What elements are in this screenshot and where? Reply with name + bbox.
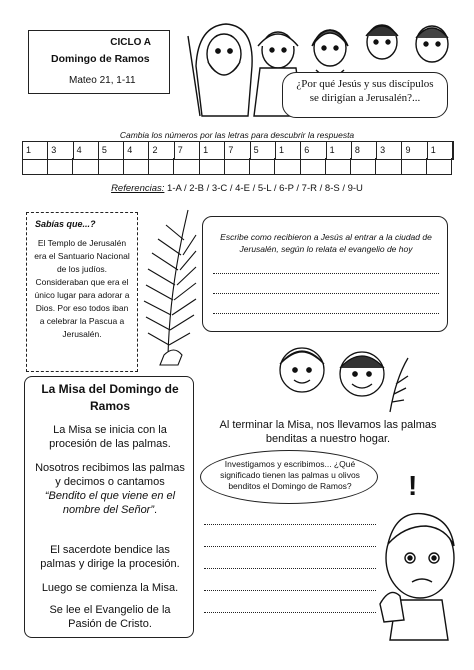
sunday-title: Domingo de Ramos xyxy=(51,53,150,65)
misa-paragraph-3: El sacerdote bendice las palmas y dirige la procesión. xyxy=(40,544,180,570)
palm-branch-illustration xyxy=(138,205,200,365)
cipher-number-cell: 5 xyxy=(251,142,276,159)
cipher-references xyxy=(0,183,474,194)
misa-title: La Misa del Domingo de Ramos xyxy=(41,382,179,413)
cipher-answer-cell[interactable] xyxy=(351,158,376,175)
misa-paragraph-2 xyxy=(35,461,185,517)
cipher-instruction: Cambia los números por las letras para descubrir la respuesta xyxy=(119,130,355,140)
write-prompt: Escribe como recibieron a Jesús al entrar a la ciudad de Jerusalén, según lo relata el evangelio de hoy xyxy=(220,232,432,254)
sabias-box xyxy=(26,212,138,372)
palms-home-text: Al terminar la Misa, nos llevamos las palmas benditas a nuestro hogar. xyxy=(219,419,437,445)
misa-box xyxy=(24,376,194,638)
cipher-number-cell: 6 xyxy=(301,142,326,159)
answer-line-2[interactable] xyxy=(204,546,376,547)
cipher-number-cell: 3 xyxy=(48,142,73,159)
cipher-answer-cell[interactable] xyxy=(124,158,149,175)
misa-paragraph-5: Se lee el Evangelio de la Pasión de Cristo. xyxy=(49,604,171,630)
thinking-boy-illustration xyxy=(376,500,462,640)
cipher-number-cell: 9 xyxy=(402,142,427,159)
answer-line-1[interactable] xyxy=(204,524,376,525)
misa-paragraph-1: La Misa se inicia con la procesión de las palmas. xyxy=(49,424,171,450)
misa-paragraph-2-lead: Nosotros recibimos las palmas y decimos o cantamos xyxy=(35,462,185,488)
cipher-answer-cell[interactable] xyxy=(402,158,427,175)
sabias-text: El Templo de Jerusalén era el Santuario Nacional de los judíos. Consideraban que era el único lugar para adorar a Dios. Por eso todos iban a celebrar la Pascua a Jerusalén. xyxy=(34,238,130,339)
cipher-answer-cell[interactable] xyxy=(427,158,452,175)
cipher-answer-cell[interactable] xyxy=(250,158,275,175)
cipher-number-cell: 4 xyxy=(74,142,99,159)
write-line-3[interactable] xyxy=(213,313,439,314)
sabias-title: Sabías que...? xyxy=(35,219,96,229)
investigate-text: Investigamos y escribimos... ¿Qué significado tienen las palmas u olivos benditos el Domingo de Ramos? xyxy=(220,459,360,491)
answer-line-5[interactable] xyxy=(204,612,376,613)
references-list: 1-A / 2-B / 3-C / 4-E / 5-L / 6-P / 7-R / 8-S / 9-U xyxy=(167,183,363,194)
cipher-answer-cell[interactable] xyxy=(275,158,300,175)
cipher-number-cell: 1 xyxy=(276,142,301,159)
cipher-answer-cell[interactable] xyxy=(149,158,174,175)
cipher-answer-cell[interactable] xyxy=(326,158,351,175)
answer-line-3[interactable] xyxy=(204,568,376,569)
exclamation-mark: ! xyxy=(408,470,418,501)
header-box xyxy=(28,30,170,94)
cipher-number-cell: 7 xyxy=(225,142,250,159)
write-line-2[interactable] xyxy=(213,293,439,294)
answer-line-4[interactable] xyxy=(204,590,376,591)
misa-paragraph-2-end: . xyxy=(154,504,158,516)
write-line-1[interactable] xyxy=(213,273,439,274)
cipher-number-cell: 4 xyxy=(124,142,149,159)
cipher-answer-cell[interactable] xyxy=(301,158,326,175)
question-text: ¿Por qué Jesús y sus discípulos se dirigían a Jerusalén?... xyxy=(296,78,434,104)
references-label: Referencias: xyxy=(111,183,165,194)
misa-paragraph-4: Luego se comienza la Misa. xyxy=(41,582,179,594)
gospel-reference: Mateo 21, 1-11 xyxy=(69,75,136,86)
misa-paragraph-2-quote: “Bendito el que viene en el nombre del Señor” xyxy=(44,490,176,516)
cipher-number-cell: 5 xyxy=(99,142,124,159)
cipher-answer-cell[interactable] xyxy=(225,158,250,175)
cipher-number-cell: 3 xyxy=(377,142,402,159)
cipher-answer-cell[interactable] xyxy=(48,158,73,175)
children-palms-illustration xyxy=(262,338,412,416)
write-box xyxy=(202,216,448,332)
question-bubble xyxy=(282,72,448,118)
cipher-number-cell: 7 xyxy=(175,142,200,159)
cipher-number-cell: 1 xyxy=(23,142,48,159)
cipher-number-cell: 1 xyxy=(200,142,225,159)
cipher-answer-cell[interactable] xyxy=(99,158,124,175)
cipher-number-cell: 8 xyxy=(352,142,377,159)
cipher-answer-cell[interactable] xyxy=(174,158,199,175)
cipher-answer-cell[interactable] xyxy=(22,158,48,175)
cipher-answer-cell[interactable] xyxy=(200,158,225,175)
cipher-answer-row xyxy=(22,158,452,175)
investigate-bubble xyxy=(200,450,378,504)
cipher-number-cell: 1 xyxy=(428,142,453,159)
cipher-answer-cell[interactable] xyxy=(376,158,401,175)
cipher-answer-cell[interactable] xyxy=(73,158,98,175)
cipher-number-cell: 1 xyxy=(327,142,352,159)
cycle-label: CICLO A xyxy=(110,37,151,48)
cipher-number-cell: 2 xyxy=(149,142,174,159)
